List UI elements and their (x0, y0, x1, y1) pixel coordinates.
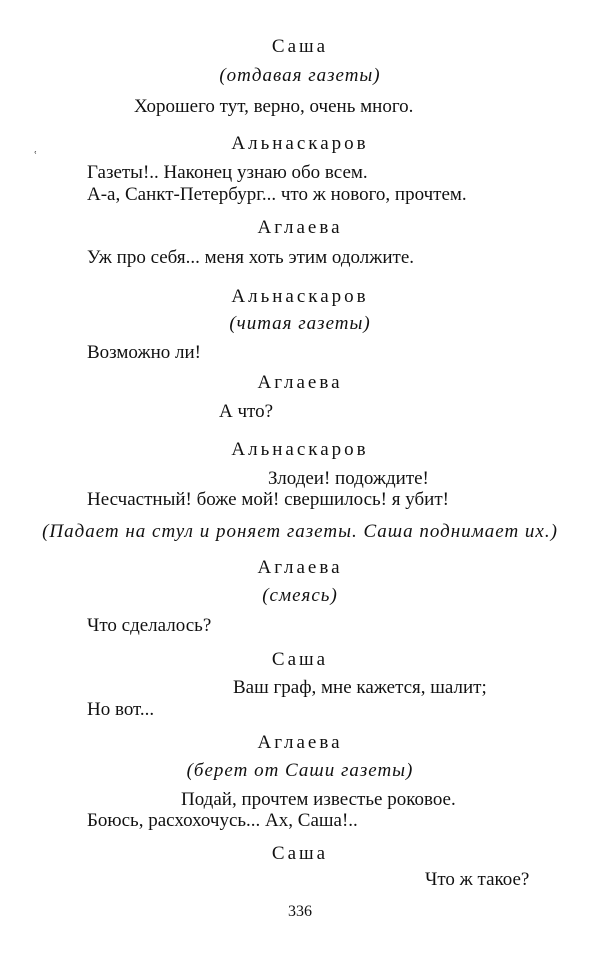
speaker-name: Аглаева (257, 217, 343, 238)
speaker-name: Альнаскаров (231, 133, 369, 154)
stage-direction: (читая газеты) (229, 313, 371, 334)
verse-line: Ваш граф, мне кажется, шалит; (233, 677, 487, 698)
speaker-name: Альнаскаров (231, 286, 369, 307)
stage-direction: (Падает на стул и роняет газеты. Саша поднимает их.) (42, 521, 558, 542)
verse-line: Хорошего тут, верно, очень много. (134, 96, 414, 117)
speaker-name: Аглаева (257, 557, 343, 578)
page-number: 336 (288, 903, 312, 920)
verse-line: Возможно ли! (87, 342, 201, 363)
verse-line: А-а, Санкт-Петербург... что ж нового, прочтем. (87, 184, 467, 205)
speaker-name: Саша (271, 649, 329, 670)
verse-line: Злодеи! подождите! (268, 468, 429, 489)
verse-line: Что ж такое? (425, 869, 530, 890)
speaker-name: Альнаскаров (231, 439, 369, 460)
verse-line: Но вот... (87, 699, 155, 720)
speaker-name: Аглаева (257, 372, 343, 393)
speaker-name: Саша (271, 843, 329, 864)
stage-direction: (отдавая газеты) (219, 65, 381, 86)
verse-line: Подай, прочтем известье роковое. (181, 789, 456, 810)
verse-line: А что? (219, 401, 274, 422)
stage-direction: (берет от Саши газеты) (186, 760, 414, 781)
stage-direction: (смеясь) (262, 585, 338, 606)
speaker-name: Саша (271, 36, 329, 57)
speaker-name: Аглаева (257, 732, 343, 753)
margin-mark: ʿ (33, 150, 38, 165)
verse-line: Что сделалось? (87, 615, 212, 636)
verse-line: Газеты!.. Наконец узнаю обо всем. (87, 162, 368, 183)
verse-line: Несчастный! боже мой! свершилось! я убит! (87, 489, 449, 510)
verse-line: Боюсь, расхохочусь... Ах, Саша!.. (87, 810, 358, 831)
verse-line: Уж про себя... меня хоть этим одолжите. (87, 247, 414, 268)
